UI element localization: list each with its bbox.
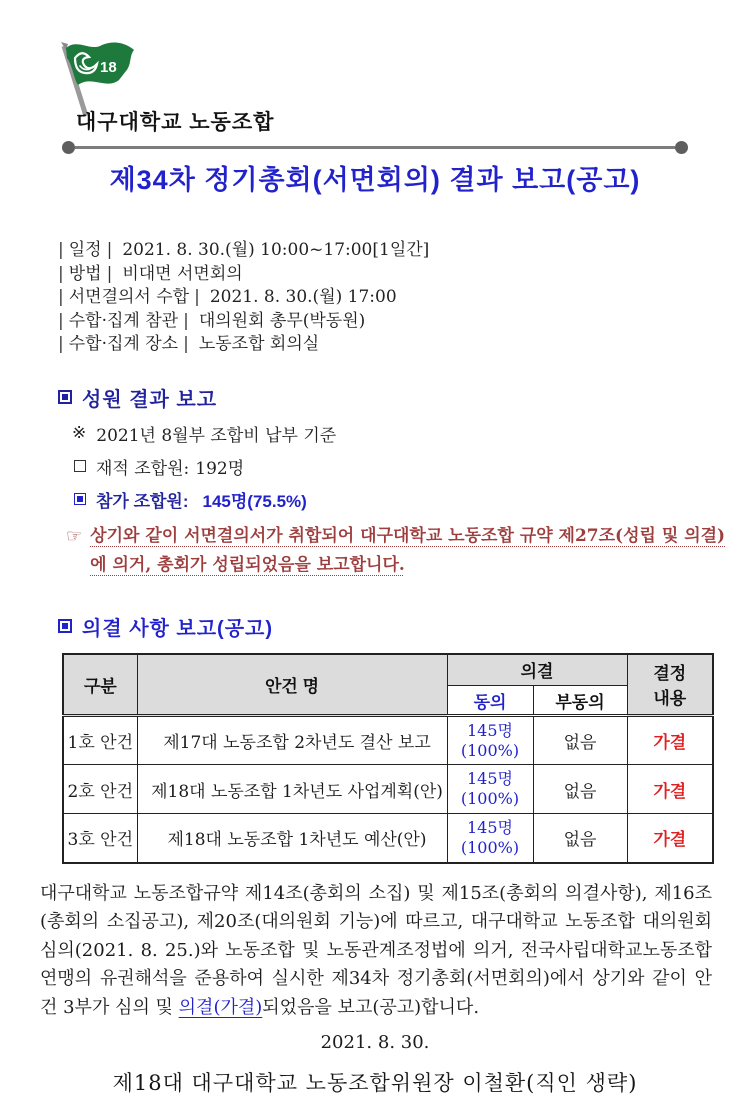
decision-line1: 결정 <box>653 664 687 684</box>
row-decision: 가결 <box>627 716 713 765</box>
col-header-decision <box>627 654 713 716</box>
section-resolution-title: 의결 사항 보고(공고) <box>82 617 273 640</box>
decision-line2: 내용 <box>653 689 687 709</box>
separator: | <box>58 240 64 260</box>
header-rule <box>62 141 688 154</box>
rule-left-dot-icon <box>62 141 75 154</box>
agree-count: 145명 <box>467 769 513 788</box>
meta-row-schedule <box>58 239 750 263</box>
document-title: 제34차 정기총회(서면회의) 결과 보고(공고) <box>109 165 641 195</box>
enrolled-value: 192명 <box>195 458 245 479</box>
table-row <box>63 716 713 765</box>
agree-percent: (100%) <box>460 740 520 760</box>
col-header-agree: 동의 <box>447 686 533 716</box>
empty-square-bullet-icon <box>74 460 86 472</box>
row-category: 1호 안건 <box>63 716 137 765</box>
enrolled-label: 재적 조합원: <box>96 458 190 479</box>
separator: | <box>194 287 200 307</box>
row-agree-count <box>447 814 533 863</box>
meeting-meta-list <box>58 239 750 357</box>
meta-row-observer <box>58 310 750 334</box>
meta-value: 대의원회 총무(박동원) <box>198 310 366 331</box>
separator: | <box>106 263 113 284</box>
participants-value: 145명(75.5%) <box>202 491 307 511</box>
row-category: 2호 안건 <box>63 765 137 814</box>
col-header-category: 구분 <box>63 654 137 716</box>
pointing-hand-icon: ☞ <box>66 525 83 547</box>
meta-label: 방법 <box>68 263 102 284</box>
separator: | <box>106 240 113 260</box>
row-decision: 가결 <box>627 814 713 863</box>
separator: | <box>183 334 189 354</box>
meta-row-method <box>58 263 750 287</box>
meta-value: 2021. 8. 30.(월) 10:00~17:00[1일간] <box>122 240 430 260</box>
separator: | <box>183 310 189 331</box>
section-quorum-heading <box>58 383 750 412</box>
closing-text-after: 되었음을 보고(공고)합니다. <box>262 996 480 1018</box>
meta-row-collection <box>58 286 750 310</box>
row-agenda: 제18대 노동조합 1차년도 예산(안) <box>137 814 447 863</box>
section-resolution-heading <box>58 612 750 641</box>
row-decision: 가결 <box>627 765 713 814</box>
row-agree-count <box>447 716 533 765</box>
agree-percent: (100%) <box>460 837 520 857</box>
row-disagree: 없음 <box>533 814 627 863</box>
separator: | <box>58 310 64 331</box>
row-agree-count <box>447 765 533 814</box>
agree-percent: (100%) <box>460 789 520 808</box>
agree-count: 145명 <box>467 720 513 740</box>
table-row <box>63 814 713 863</box>
col-header-vote: 의결 <box>447 654 627 686</box>
meta-label: 수합·집계 장소 <box>68 334 179 354</box>
reference-mark-icon: ※ <box>72 423 87 443</box>
quorum-result-text: 상기와 같이 서면결의서가 취합되어 대구대학교 노동조합 규약 제27조(성립 및 의결)에 의거, 총회가 성립되었음을 보고합니다. <box>90 525 726 575</box>
closing-paragraph <box>40 880 712 1023</box>
resolution-table <box>62 653 714 864</box>
row-disagree: 없음 <box>533 765 627 814</box>
row-category: 3호 안건 <box>63 814 137 863</box>
row-agenda: 제18대 노동조합 1차년도 사업계획(안) <box>137 765 447 814</box>
row-agenda: 제17대 노동조합 2차년도 결산 보고 <box>137 716 447 765</box>
filled-square-bullet-icon <box>74 493 86 505</box>
closing-highlight: 의결(가결) <box>178 996 263 1018</box>
rule-right-dot-icon <box>675 141 688 154</box>
participant-members-item <box>74 487 750 512</box>
row-disagree: 없음 <box>533 716 627 765</box>
agree-count: 145명 <box>467 817 513 837</box>
meta-label: 서면결의서 수합 <box>68 287 190 307</box>
separator: | <box>58 263 64 284</box>
section-bullet-icon <box>58 390 72 404</box>
table-row <box>63 765 713 814</box>
org-name: 대구대학교 노동조합 <box>76 111 275 134</box>
meta-label: 수합·집계 참관 <box>68 310 179 331</box>
rule-line <box>75 146 675 149</box>
separator: | <box>58 334 64 354</box>
signature-line: 제18대 대구대학교 노동조합위원장 이철환(직인 생략) <box>112 1071 638 1095</box>
quorum-result-note <box>66 522 730 580</box>
section-bullet-icon <box>58 619 72 633</box>
flag-number: 18 <box>100 59 117 76</box>
quorum-basis-text: 2021년 8월부 조합비 납부 기준 <box>96 425 337 446</box>
meta-value: 2021. 8. 30.(월) 17:00 <box>209 287 397 307</box>
col-header-disagree: 부동의 <box>533 686 627 716</box>
quorum-basis-note <box>72 421 750 446</box>
closing-text-before: 대구대학교 노동조합규약 제14조(총회의 소집) 및 제15조(총회의 의결사항), 제16조(총회의 소집공고), 제20조(대의원회 기능)에 따르고, 대구대학교 노동조합 대의원회 심의(2021. 8. 25.)와 노동조합 및 노동관계조정법에 의거, 전국사립대학교노동조합연맹의 유권해석을 준용하여 실시한 제34차 정기총회(서면회의)에서 상기와 같이 안건 3부가 심의 및 <box>40 882 712 1018</box>
participants-label: 참가 조합원: <box>96 491 189 511</box>
meta-value: 노동조합 회의실 <box>198 334 320 354</box>
enrolled-members-item <box>74 454 750 479</box>
section-quorum-title: 성원 결과 보고 <box>82 388 218 411</box>
col-header-agenda: 안건 명 <box>137 654 447 716</box>
meta-label: 일정 <box>68 240 102 260</box>
meta-row-place <box>58 333 750 357</box>
separator: | <box>58 287 64 307</box>
document-header <box>0 0 750 146</box>
document-date: 2021. 8. 30. <box>320 1032 430 1053</box>
meta-value: 비대면 서면회의 <box>122 263 243 284</box>
